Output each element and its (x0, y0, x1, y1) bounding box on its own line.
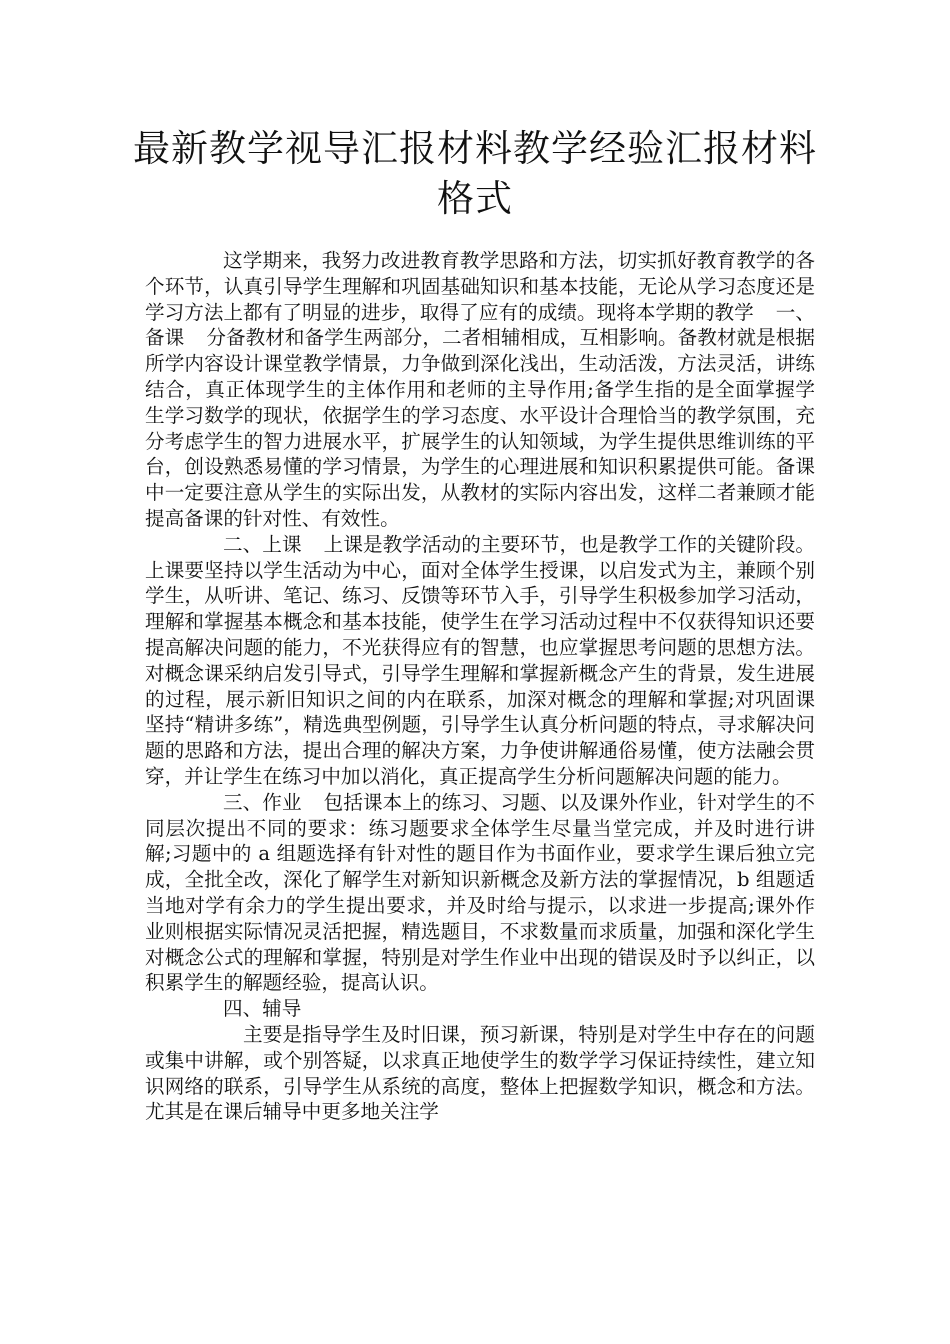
section-3-text: 包括课本上的练习、习题、以及课外作业，针对学生的不同层次提出不同的要求：练习题要求全体学生尽量当堂完成，并及时进行讲解;习题中的 a 组题选择有针对性的题目作为书面作业，要求学生课后独立完成，全批全改，深化了解学生对新知识新概念及新方法的掌握情况，b 组题适当地对学有余力的学生提出要求，并及时给与提示，以求进一步提高;课外作业则根据实际情况灵活把握，精选题目，不求数量而求质量，加强和深化学生对概念公式的理解和掌握，特别是对学生作业中出现的错误及时予以纠正，以积累学生的解题经验，提高认识。 (145, 790, 816, 995)
section-4-text: 主要是指导学生及时旧课，预习新课，特别是对学生中存在的问题或集中讲解，或个别答疑，以求真正地使学生的数学学习保证持续性，建立知识网络的联系，引导学生从系统的高度，整体上把握数学知识，概念和方法。尤其是在课后辅导中更多地关注学 (145, 1022, 815, 1124)
section-4-paragraph (145, 1022, 815, 1125)
section-2-paragraph (145, 532, 815, 790)
intro-paragraph (145, 248, 815, 532)
document-body (145, 248, 815, 1125)
intro-text: 这学期来，我努力改进教育教学思路和方法，切实抓好教育教学的各个环节，认真引导学生理解和巩固基础知识和基本技能，无论从学习态度还是学习方法上都有了明显的进步，取得了应有的成绩。现将本学期的教学 (145, 249, 815, 324)
section-2-heading: 二、上课 (223, 532, 302, 556)
document-title (120, 124, 830, 224)
title-line-1: 最新教学视导汇报材料教学经验汇报材料 (133, 127, 817, 170)
section-1-heading: 一、备课 (145, 300, 816, 350)
section-4-heading: 四、辅导 (223, 997, 302, 1021)
section-2-text: 上课是教学活动的主要环节，也是教学工作的关键阶段。上课要坚持以学生活动为中心，面对全体学生授课，以启发式为主，兼顾个别学生，从听讲、笔记、练习、反馈等环节入手，引导学生积极参加学习活动，理解和掌握基本概念和基本技能，使学生在学习活动过程中不仅获得知识还要提高解决问题的能力，不光获得应有的智慧，也应掌握思考问题的思想方法。对概念课采纳启发引导式，引导学生理解和掌握新概念产生的背景，发生进展的过程，展示新旧知识之间的内在联系，加深对概念的理解和掌握;对巩固课坚持“精讲多练”，精选典型例题，引导学生认真分析问题的特点，寻求解决问题的思路和方法，提出合理的解决方案，力争使讲解通俗易懂，使方法融会贯穿，并让学生在练习中加以消化，真正提高学生分析问题解决问题的能力。 (145, 532, 816, 788)
title-line-2: 格式 (437, 177, 513, 220)
section-3-paragraph (145, 790, 815, 996)
section-3-heading: 三、作业 (223, 790, 302, 814)
section-1-text: 分备教材和备学生两部分，二者相辅相成，互相影响。备教材就是根据所学内容设计课堂教学情景，力争做到深化浅出，生动活泼，方法灵活，讲练结合，真正体现学生的主体作用和老师的主导作用;备学生指的是全面掌握学生学习数学的现状，依据学生的学习态度、水平设计合理恰当的教学氛围，充分考虑学生的智力进展水平，扩展学生的认知领域，为学生提供思维训练的平台，创设熟悉易懂的学习情景，为学生的心理进展和知识积累提供可能。备课中一定要注意从学生的实际出发，从教材的实际内容出发，这样二者兼顾才能提高备课的针对性、有效性。 (145, 326, 816, 530)
